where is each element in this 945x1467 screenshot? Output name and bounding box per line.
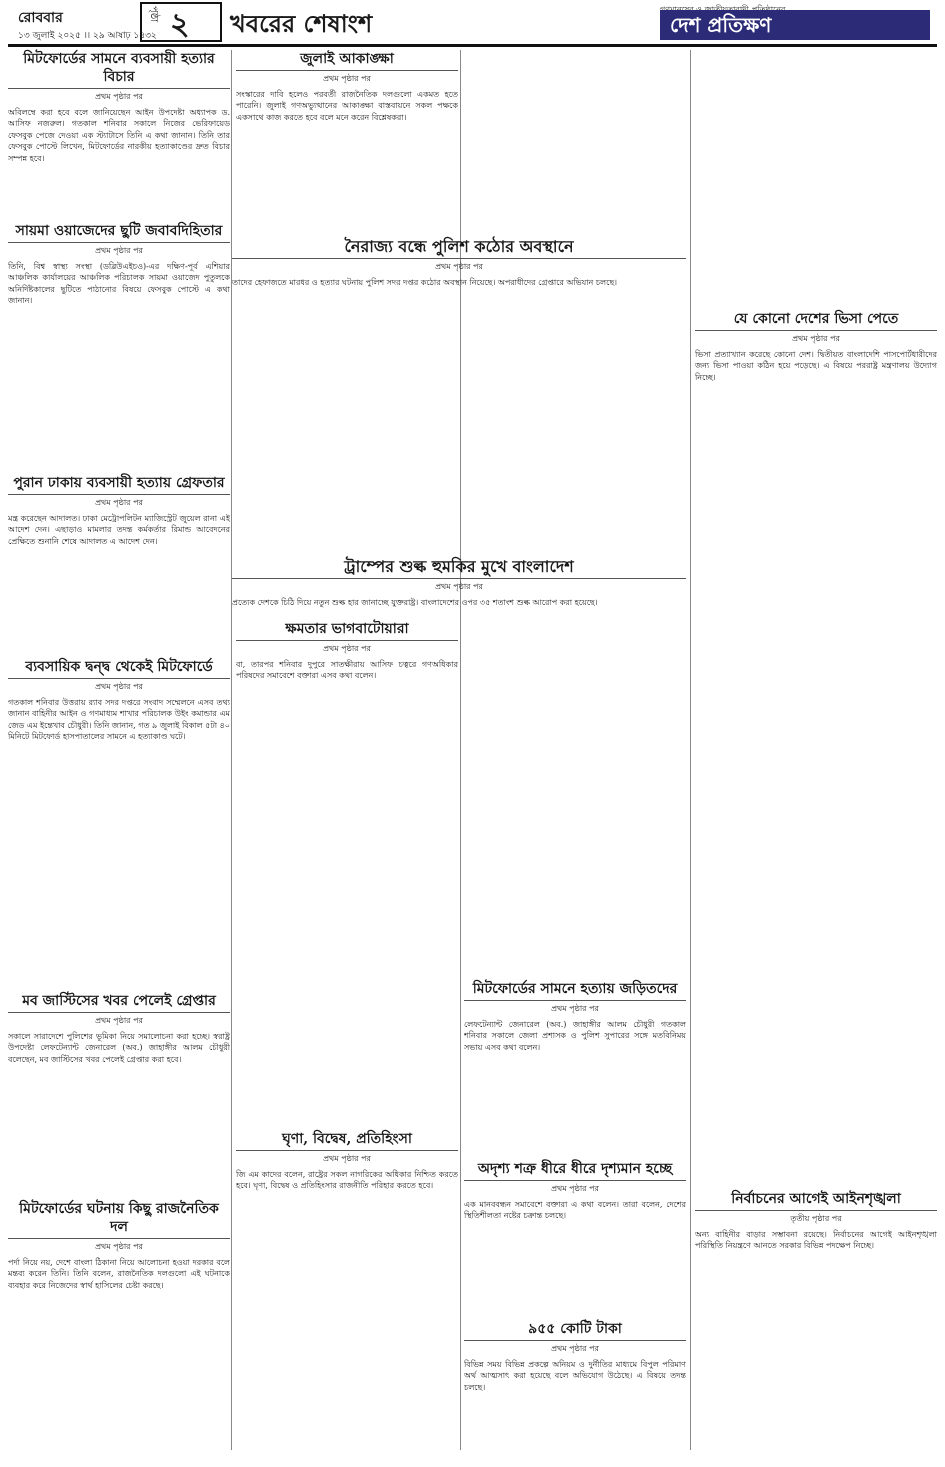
article-headline[interactable]: ট্রাম্পের শুল্ক হুমকির মুখে বাংলাদেশ xyxy=(232,558,686,579)
article xyxy=(464,980,686,1140)
article-byline: প্রথম পৃষ্ঠার পর xyxy=(551,1184,599,1193)
article-body: পর্দা নিয়ে নয়, দেশে বাংলা ঠিকানা নিয়ে আলোচনা হওয়া দরকার বলে মন্তব্য করেন তিনি। তিনি বলেন, রাজনৈতিক দলগুলো এই ঘটনাকে ব্যবহার করে নিজেদের স্বার্থ হাসিলের চেষ্টা করছে। xyxy=(8,1258,230,1290)
article-headline[interactable]: ব্যবসায়িক দ্বন্দ্ব থেকেই মিটফোর্ডে xyxy=(8,658,230,679)
article xyxy=(8,50,230,218)
article-byline: প্রথম পৃষ্ঠার পর xyxy=(323,1154,371,1163)
article xyxy=(236,620,458,890)
article-body: অবিলম্বে করা হবে বলে জানিয়েছেন আইন উপদেষ্টা অধ্যাপক ড. আসিফ নজরুল। গতকাল শনিবার সকালে নিজের ভেরিফায়েড ফেসবুক পেজে দেওয়া এক স্ট্যাটাসে তিনি এ কথা জানান। তিনি তার ফেসবুক পোস্টে লিখেন, মিটফোর্ডের নারকীয় হত্যাকাণ্ডের দ্রুত বিচার সম্পন্ন হবে। xyxy=(8,108,230,163)
article-headline[interactable]: মব জাস্টিসের খবর পেলেই গ্রেপ্তার xyxy=(8,992,230,1013)
article-body: সংস্কারের দাবি হলেও পরবর্তী রাজনৈতিক দলগুলো একমত হতে পারেনি। জুলাই গণঅভ্যুত্থানের আকাঙ্ক্ষা বাস্তবায়নে সকল পক্ষকে একসাথে কাজ করতে হবে বলে মনে করেন বিশ্লেষকরা। xyxy=(236,90,458,122)
article-headline[interactable]: ৯৫৫ কোটি টাকা xyxy=(464,1320,686,1341)
article-headline[interactable]: জুলাই আকাঙ্ক্ষা xyxy=(236,50,458,71)
article-body: অন্য বাহিনীর বাড়ার সম্ভাবনা রয়েছে। নির্বাচনের আগেই আইনশৃঙ্খলা পরিস্থিতি নিয়ন্ত্রণে আনতে সরকার বিভিন্ন পদক্ষেপ নিচ্ছে। xyxy=(695,1230,937,1251)
page-number: ২ xyxy=(170,7,190,42)
article-body: সকালে সারাদেশে পুলিশের ভূমিকা নিয়ে সমালোচনা করা হচ্ছে। স্বরাষ্ট্র উপদেষ্টা লেফটেন্যান্ট জেনারেল (অব.) জাহাঙ্গীর আলম চৌধুরী বলেছেন, মব জাস্টিসের খবর পেলেই গ্রেপ্তার করা হবে। xyxy=(8,1032,230,1064)
article xyxy=(8,992,230,1196)
article xyxy=(8,658,230,988)
article xyxy=(8,1200,230,1450)
article-byline: প্রথম পৃষ্ঠার পর xyxy=(323,74,371,83)
article xyxy=(695,310,937,890)
article-body: জি এম কাদের বলেন, রাষ্ট্রের সকল নাগরিকের অধিকার নিশ্চিত করতে হবে। ঘৃণা, বিদ্বেষ ও প্রতিহিংসার রাজনীতি পরিহার করতে হবে। xyxy=(236,1170,458,1191)
article-byline: প্রথম পৃষ্ঠার পর xyxy=(551,1004,599,1013)
article xyxy=(232,238,686,398)
article-byline: প্রথম পৃষ্ঠার পর xyxy=(95,246,143,255)
article xyxy=(8,474,230,654)
article-body: এক মানববন্ধন সমাবেশে বক্তারা এ কথা বলেন। তারা বলেন, দেশের স্থিতিশীলতা নষ্টের চক্রান্ত চলছে। xyxy=(464,1200,686,1221)
article-headline[interactable]: মিটফোর্ডের ঘটনায় কিছু রাজনৈতিক দল xyxy=(8,1200,230,1239)
article-byline: প্রথম পৃষ্ঠার পর xyxy=(95,1242,143,1251)
article-byline: প্রথম পৃষ্ঠার পর xyxy=(551,1344,599,1353)
article-headline[interactable]: নৈরাজ্য বন্ধে পুলিশ কঠোর অবস্থানে xyxy=(232,238,686,259)
masthead-rule xyxy=(8,44,937,47)
issue-date: ১৩ জুলাই ২০২৫ ।। ২৯ আষাঢ় ১৪৩২ xyxy=(18,31,157,41)
article-headline[interactable]: যে কোনো দেশের ভিসা পেতে xyxy=(695,310,937,331)
article-body: তাদের হেফাজতে মারধর ও হত্যার ঘটনায় পুলিশ সদর দপ্তর কঠোর অবস্থান নিয়েছে। অপরাধীদের গ্রেপ্তারে অভিযান চলছে। xyxy=(232,278,618,287)
article-byline: প্রথম পৃষ্ঠার পর xyxy=(435,262,483,271)
article xyxy=(464,1160,686,1300)
article-headline[interactable]: ক্ষমতার ভাগবাটোয়ারা xyxy=(236,620,458,641)
article-body: লেফটেন্যান্ট জেনারেল (অব.) জাহাঙ্গীর আলম চৌধুরী গতকাল শনিবার সকালে জেলা প্রশাসক ও পুলিশ সুপারের সঙ্গে মতবিনিময় সভায় এসব কথা বলেন। xyxy=(464,1020,686,1052)
newspaper-logo: দেশ প্রতিক্ষণ xyxy=(660,10,930,40)
article-headline[interactable]: সায়মা ওয়াজেদের ছুটি জবাবদিহিতার xyxy=(8,222,230,243)
article-body: ভিসা প্রত্যাখ্যান করেছে কোনো দেশ। দ্বিতীয়ত বাংলাদেশি পাসপোর্টধারীদের জন্য ভিসা পাওয়া কঠিন হয়ে পড়েছে। এ বিষয়ে পররাষ্ট্র মন্ত্রণালয় উদ্যোগ নিচ্ছে। xyxy=(695,350,937,382)
article-headline[interactable]: অদৃশ্য শত্রু ধীরে ধীরে দৃশ্যমান হচ্ছে xyxy=(464,1160,686,1181)
article-byline: প্রথম পৃষ্ঠার পর xyxy=(95,498,143,507)
article-body: তিনি, বিশ্ব স্বাস্থ্য সংস্থা (ডব্লিউএইচও)-এর দক্ষিণ-পূর্ব এশিয়ার আঞ্চলিক কার্যালয়ের আঞ্চলিক পরিচালক সায়মা ওয়াজেদ পুতুলকে অনির্দিষ্টকালের ছুটিতে পাঠানোর বিষয়ে ফেসবুক পোস্টে এ কথা জানান। xyxy=(8,262,230,306)
article-byline: তৃতীয় পৃষ্ঠার পর xyxy=(790,1214,842,1223)
article xyxy=(464,1320,686,1440)
article xyxy=(8,222,230,470)
article-byline: প্রথম পৃষ্ঠার পর xyxy=(95,92,143,101)
article xyxy=(236,1130,458,1430)
article-byline: প্রথম পৃষ্ঠার পর xyxy=(95,682,143,691)
article-headline[interactable]: নির্বাচনের আগেই আইনশৃঙ্খলা xyxy=(695,1190,937,1211)
article-byline: প্রথম পৃষ্ঠার পর xyxy=(323,644,371,653)
article-body: প্রত্যেক দেশকে চিঠি দিয়ে নতুন শুল্ক হার জানাচ্ছে যুক্তরাষ্ট্র। বাংলাদেশের ওপর ৩৫ শতাংশ শুল্ক আরোপ করা হয়েছে। xyxy=(232,598,598,607)
article-body: বিভিন্ন সময় বিভিন্ন প্রকল্পে অনিয়ম ও দুর্নীতির মাধ্যমে বিপুল পরিমাণ অর্থ আত্মসাৎ করা হয়েছে বলে অভিযোগ উঠেছে। এ বিষয়ে তদন্ত চলছে। xyxy=(464,1360,686,1392)
page-word: পৃষ্ঠা xyxy=(148,6,159,23)
column-divider xyxy=(690,50,691,1450)
article-body: গতকাল শনিবার উত্তরায় র‌্যাব সদর দপ্তরে সংবাদ সম্মেলনে এসব তথ্য জানান বাহিনীর আইন ও গণমাধ্যম শাখার পরিচালক উইং কমান্ডার এম জেড এম ইন্তেখাব চৌধুরী। তিনি জানান, গত ৯ জুলাই বিকাল ৫টা ৪০ মিনিটে মিটফোর্ড হাসপাতালের সামনে এ হত্যাকাণ্ড ঘটে। xyxy=(8,698,230,742)
article-body: বা, তারপর শনিবার দুপুরে সাতক্ষীরায় আসিফ চত্বরে গণঅধিকার পরিষদের সমাবেশে বক্তারা এসব কথা বলেন। xyxy=(236,660,458,681)
article-headline[interactable]: ঘৃণা, বিদ্বেষ, প্রতিহিংসা xyxy=(236,1130,458,1151)
article xyxy=(695,1190,937,1390)
article-headline[interactable]: মিটফোর্ডের সামনে হত্যায় জড়িতদের xyxy=(464,980,686,1001)
article-headline[interactable]: মিটফোর্ডের সামনে ব্যবসায়ী হত্যার বিচার xyxy=(8,50,230,89)
article-headline[interactable]: পুরান ঢাকায় ব্যবসায়ী হত্যায় গ্রেফতার xyxy=(8,474,230,495)
issue-day: রোববার xyxy=(18,10,63,26)
article-byline: প্রথম পৃষ্ঠার পর xyxy=(792,334,840,343)
section-title: খবরের শেষাংশ xyxy=(230,9,373,38)
article-byline: প্রথম পৃষ্ঠার পর xyxy=(95,1016,143,1025)
article-body: মন্ত্র করেছেন আদালত। ঢাকা মেট্রোপলিটন ম্যাজিস্ট্রেট জুয়েল রানা এই আদেশ দেন। এছাড়াও মামলার তদন্ত কর্মকর্তার রিমান্ড আবেদনের প্রেক্ষিতে শুনানি শেষে আদালত এ আদেশ দেন। xyxy=(8,514,230,546)
article-byline: প্রথম পৃষ্ঠার পর xyxy=(435,582,483,591)
